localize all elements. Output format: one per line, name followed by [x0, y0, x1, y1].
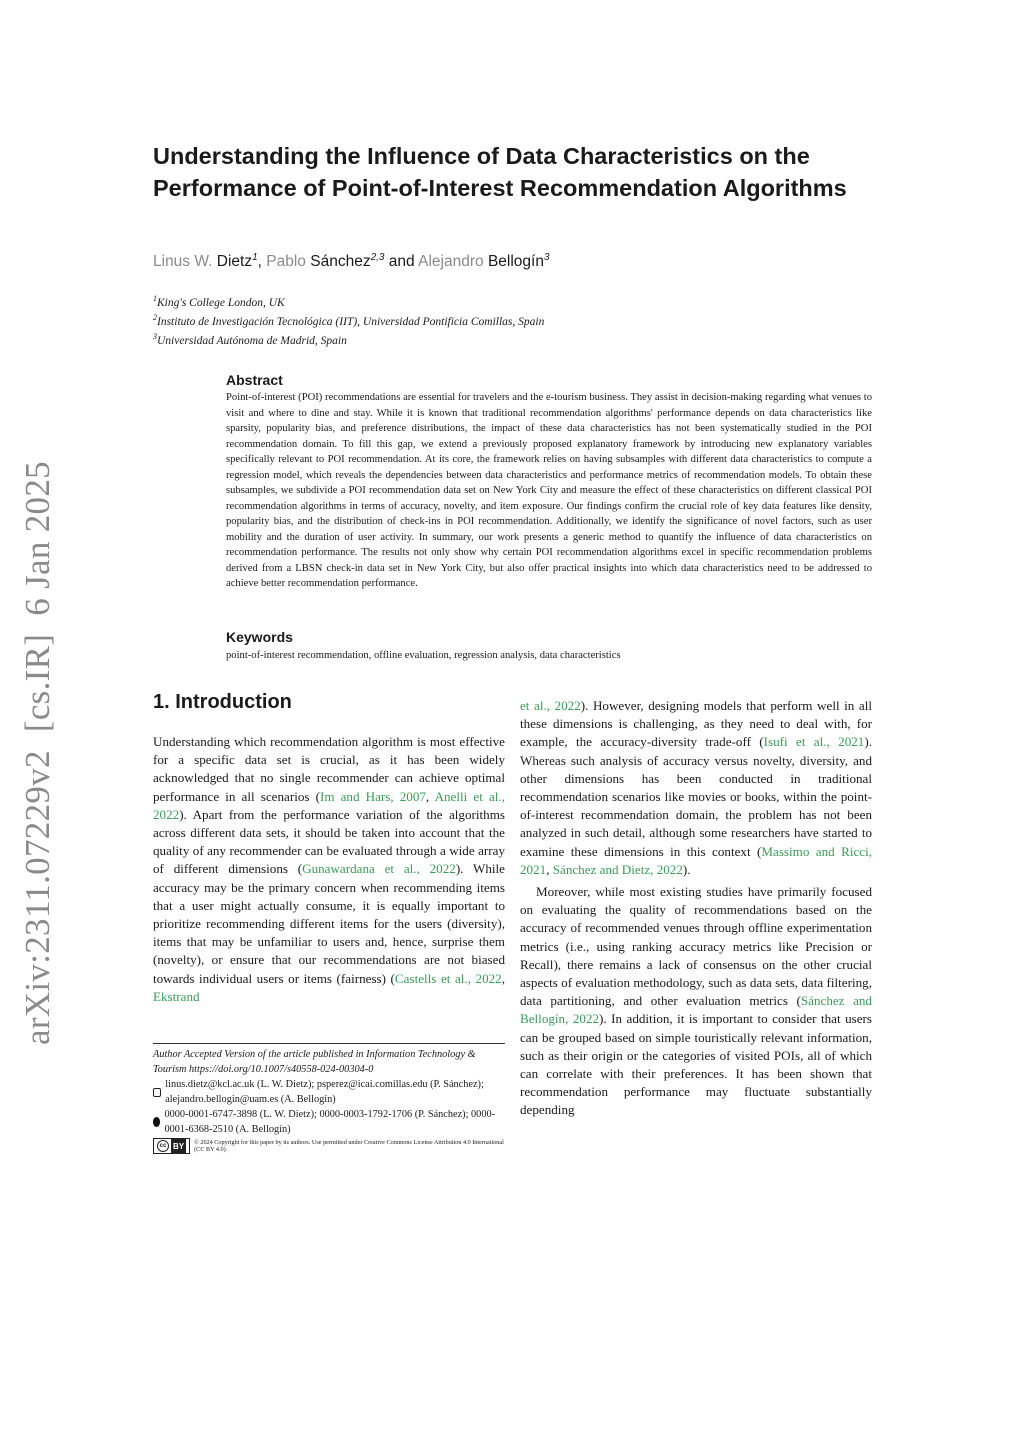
- affiliation-text: Instituto de Investigación Tecnológica (IIT), Universidad Pontificia Comillas, Spain: [157, 315, 545, 328]
- keywords-heading: Keywords: [226, 629, 293, 645]
- affiliation-mark: 2: [153, 313, 157, 322]
- paragraph: [153, 733, 505, 1006]
- affiliation: [153, 294, 713, 309]
- footnote-orcids: [153, 1107, 505, 1137]
- paragraph: [520, 697, 872, 879]
- footnote-publication-note: [153, 1047, 505, 1077]
- footnote-block: [153, 1047, 505, 1154]
- author-and: and: [388, 253, 415, 271]
- affiliation-mark: 1: [153, 294, 157, 303]
- citation-link[interactable]: Im and Hars, 2007: [319, 788, 426, 804]
- citation-link[interactable]: Castells et al., 2022: [394, 970, 502, 986]
- author-last-name: Dietz: [216, 253, 253, 271]
- cc-by-license-badge[interactable]: [153, 1138, 190, 1154]
- intro-left-column: [153, 733, 505, 1006]
- author-last-name: Sánchez: [310, 253, 371, 271]
- author-affiliation-mark: 3: [543, 252, 550, 263]
- affiliation: [153, 313, 713, 328]
- text-run: ,: [546, 861, 553, 877]
- text-run: ). While accuracy may be the primary concern when recommending items that a user might actually consume, it is equally important to prioritize recommending different items for the users (diversity), items that may be unfamiliar to users and, hence, surprise them (novelty), or ensure that our recommendations are not biased towards individual users or items (fairness) (: [153, 861, 505, 986]
- citation-link[interactable]: Sánchez and Bellogín, 2022: [520, 993, 872, 1027]
- author-separator: ,: [257, 253, 262, 271]
- license-text: © 2024 Copyright for this paper by its authors. Use permitted under Creative Commons License Attribution 4.0 International (CC BY 4.0).: [194, 1138, 504, 1153]
- attribution-mark: BY: [171, 1139, 186, 1154]
- abstract-heading: Abstract: [226, 372, 283, 388]
- citation-link[interactable]: Sánchez and Dietz, 2022: [552, 861, 683, 877]
- text-run: ). In addition, it is important to consider that users can be grouped based on simple touristically relevant information, such as their origin or the categories of visited POIs, all of which can correlate with their preferences. It has been shown that recommendation performance may fluctuate substantially depending: [520, 1011, 872, 1118]
- citation-link[interactable]: Isufi et al., 2021: [763, 734, 865, 750]
- paper-title: Understanding the Influence of Data Characteristics on the Performance of Point-of-Interest Recommendation Algorithms: [153, 143, 847, 201]
- abstract-text: Point-of-interest (POI) recommendations are essential for travelers and the e-tourism business. They assist in decision-making regarding what venues to visit and where to dine and stay. While it is known that traditional recommendation algorithms' performance depends on data characteristics like sparsity, popularity bias, and preference distributions, the impact of these data characteristics has not been systematically studied in the POI recommendation domain. To fill this gap, we extend a previously proposed explanatory framework by introducing new explanatory variables specifically relevant to POI recommendation. At its core, the framework relies on having subsamples with different data characteristics to compute a regression model, which reveals the dependencies between data characteristics and performance metrics of recommendation models. To obtain these subsamples, we subdivide a POI recommendation data set on New York City and measure the effect of these characteristics on different classical POI recommendation algorithms in terms of accuracy, novelty, and item exposure. Our findings confirm the crucial role of key data features like density, popularity bias, and the distribution of check-ins in POI recommendation. Additionally, we identify the significance of novel factors, such as user mobility and the duration of user activity. In summary, our work presents a generic method to quantify the influence of data characteristics on recommendation performance. The results not only show why certain POI recommendation algorithms excel in specific recommendation problems derived from a LBSN check-in data set in New York City, but also offer practical insights into which data characteristics need to be addressed to achieve better recommendation performance.: [226, 392, 872, 589]
- envelope-icon: [153, 1088, 161, 1097]
- author-last-name: Bellogín: [487, 253, 544, 271]
- text-run: ,: [425, 788, 435, 804]
- affiliation-text: Universidad Autónoma de Madrid, Spain: [157, 334, 347, 347]
- affiliation-text: King's College London, UK: [157, 296, 285, 309]
- citation-link[interactable]: Ekstrand: [153, 988, 200, 1004]
- text-run: ).: [682, 861, 691, 877]
- arxiv-stamp: arXiv:2311.07229v2 [cs.IR] 6 Jan 2025: [18, 461, 57, 1045]
- footnote-lead: Author Accepted Version of the article published in Information Technology & Tourism: [153, 1049, 476, 1075]
- affiliation: [153, 332, 713, 347]
- author-first-name: Pablo: [266, 253, 306, 271]
- citation-link[interactable]: Anelli et al., 2022: [153, 788, 505, 822]
- intro-right-column: [520, 697, 872, 1120]
- affiliation-mark: 3: [153, 332, 157, 341]
- text-run: ). Apart from the performance variation of the algorithms across different data sets, it should be taken into account that the quality of any recommender can be evaluated through a wide array of different dimensions (: [153, 806, 505, 877]
- author-list: [153, 252, 853, 271]
- text-run: ). Whereas such analysis of accuracy versus novelty, diversity, and other dimensions has been conducted in traditional recommendation scenarios like movies or books, within the point-of-interest recommendation domain, the problem has not been analyzed in such detail, although some researchers have started to examine these dimensions in this context (: [520, 734, 872, 859]
- text-run: Moreover, while most existing studies have primarily focused on evaluating the quality of recommendations based on the accuracy of recommended venues through offline experimentation metrics (i.e., using ranking accuracy metrics like Precision or Recall), there remains a lack of consensus on the other crucial aspects of evaluation methodology, such as data sets, data filtering, data partitioning, and other evaluation metrics (: [520, 884, 872, 1009]
- footnote-divider: [153, 1043, 505, 1044]
- text-run: ). However, designing models that perform well in all these dimensions is challenging, as they need to deal with, for example, the accuracy-diversity trade-off (: [520, 698, 872, 750]
- section-heading-introduction: 1. Introduction: [153, 691, 292, 713]
- author-affiliation-mark: 2,3: [370, 252, 385, 263]
- author-affiliation-mark: 1: [252, 252, 258, 263]
- creative-commons-icon: cc: [157, 1140, 169, 1152]
- footnote-emails: [153, 1077, 505, 1107]
- author-first-name: Alejandro: [418, 253, 484, 271]
- author-first-name: Linus W.: [153, 253, 213, 271]
- orcid-list[interactable]: 0000-0001-6747-3898 (L. W. Dietz); 0000-0003-1792-1706 (P. Sánchez); 0000-0001-6368-2510 (A. Bellogín): [164, 1109, 496, 1135]
- paragraph: [520, 883, 872, 1120]
- text-run: ,: [501, 970, 505, 986]
- keywords-text: point-of-interest recommendation, offline evaluation, regression analysis, data characteristics: [226, 650, 621, 661]
- citation-link[interactable]: Massimo and Ricci, 2021: [520, 843, 872, 877]
- doi-link[interactable]: https://doi.org/10.1007/s40558-024-00304-0: [188, 1064, 374, 1075]
- citation-link[interactable]: Gunawardana et al., 2022: [302, 861, 456, 877]
- text-run: Understanding which recommendation algorithm is most effective for a specific data set is crucial, as it has been widely acknowledged that no single recommender can achieve optimal performance in all scenarios (: [153, 734, 505, 804]
- email-list[interactable]: linus.dietz@kcl.ac.uk (L. W. Dietz); psperez@icai.comillas.edu (P. Sánchez); alejandro.bellogin@uam.es (A. Bellogín): [165, 1079, 484, 1105]
- citation-link[interactable]: et al., 2022: [520, 698, 581, 713]
- orcid-icon: [153, 1117, 160, 1127]
- footnote-license: [153, 1138, 505, 1154]
